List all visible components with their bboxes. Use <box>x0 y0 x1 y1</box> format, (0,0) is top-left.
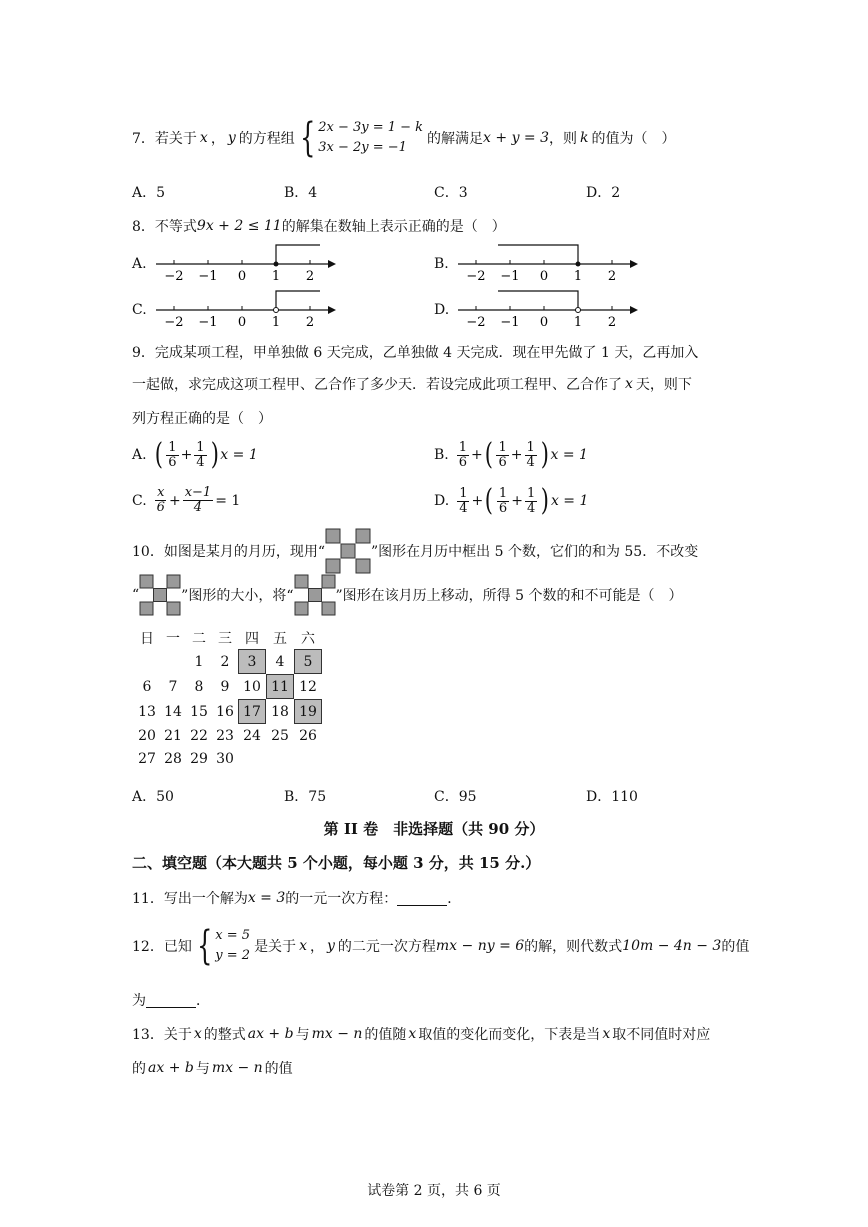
day-cell: 18 <box>271 703 289 720</box>
number-line-c <box>150 286 350 330</box>
q7-condition: x + y = 3 <box>483 130 550 146</box>
tick-label: 0 <box>237 269 247 284</box>
denominator: 6 <box>156 500 165 515</box>
tick-label: −2 <box>164 269 184 284</box>
q7-option-b: B．4 <box>284 185 318 201</box>
q13-mid2: 的值随 <box>364 1027 407 1043</box>
question-12 <box>132 923 750 969</box>
solution-system <box>192 923 251 969</box>
day-cell: 2 <box>220 653 230 670</box>
q9-label-d: D. <box>434 493 450 509</box>
tick-label: 2 <box>607 315 617 330</box>
q12-mid3: 的解，则代数式 <box>524 939 623 955</box>
var-k: k <box>580 130 589 146</box>
q9-option-d: D. $\frac{1}{4}$ + ( $\frac{1}{6}$ + $\frac{1}{4}$ ) x = 1 <box>434 483 589 518</box>
day-cell: 4 <box>275 653 285 670</box>
day-cell <box>238 747 266 770</box>
q11-post: 的一元一次方程： <box>285 891 398 907</box>
tick-label: 2 <box>305 269 315 284</box>
q11-end: ． <box>447 891 462 907</box>
equation-system <box>295 115 424 161</box>
q11-pre: 11．写出一个解为 <box>132 891 248 907</box>
q10-line1-post: ”图形在月历中框出 5 个数，它们的和为 55．不改变 <box>370 544 699 560</box>
q12-end: 的值 <box>721 939 750 955</box>
q12-line2 <box>132 990 210 1010</box>
q7-suffix: 的值为（ ） <box>591 131 676 147</box>
tick-label: −2 <box>466 269 486 284</box>
tick-label: 0 <box>539 269 549 284</box>
q7-sep: ， <box>210 131 225 147</box>
q13-line2-end: 的值 <box>264 1061 293 1077</box>
q8-stem-pre: 8．不等式 <box>132 219 197 235</box>
day-cell <box>134 649 160 674</box>
day-cell: 9 <box>220 678 230 695</box>
question-8-stem <box>132 216 506 236</box>
var-x: x <box>299 938 307 954</box>
day-cell: 8 <box>194 678 204 695</box>
q12-line2-text: 为 <box>132 993 146 1009</box>
weekday: 三 <box>218 630 232 647</box>
var-x: x <box>625 376 633 392</box>
tick-label: −2 <box>164 315 184 330</box>
calendar-week <box>134 649 322 674</box>
q9-label-b: B. <box>434 447 449 463</box>
denominator: 4 <box>526 500 536 516</box>
q11-eq: x = 3 <box>247 890 286 906</box>
day-cell: 28 <box>164 750 182 767</box>
q12-line2-end: ． <box>196 993 210 1009</box>
question-13 <box>132 1024 710 1044</box>
equation-1: 2x − 3y = 1 − k <box>318 120 424 135</box>
q10-option-a: A．50 <box>132 789 174 805</box>
day-cell: 21 <box>164 727 182 744</box>
q10-option-b: B．75 <box>284 789 327 805</box>
q12-mid2: 的二元一次方程 <box>337 939 436 955</box>
tick-label: 1 <box>573 269 583 284</box>
tick-label: −2 <box>466 315 486 330</box>
q10-line1 <box>132 528 698 574</box>
q7-prefix: 7．若关于 <box>132 131 197 147</box>
tick-label: −1 <box>198 315 218 330</box>
var-x: x <box>602 1026 611 1042</box>
day-cell: 27 <box>138 750 156 767</box>
day-cell: 20 <box>138 727 156 744</box>
day-cell: 10 <box>243 678 261 695</box>
day-cell: 30 <box>216 750 234 767</box>
day-cell <box>294 747 322 770</box>
q9-option-b: B. $\frac{1}{6}$ + ( $\frac{1}{6}$ + $\frac{1}{4}$ ) x = 1 <box>434 437 588 472</box>
question-11 <box>132 888 461 908</box>
denominator: 6 <box>498 500 508 516</box>
q9-label-a: A. <box>132 447 147 463</box>
q10-line2-c: ”图形在该月历上移动，所得 5 个数的和不可能是（ ） <box>335 588 683 604</box>
x-shape-icon <box>294 574 336 616</box>
day-cell: 7 <box>168 678 178 695</box>
tick-label: −1 <box>500 315 520 330</box>
day-cell-highlighted: 19 <box>294 699 322 724</box>
x-shape-icon <box>325 528 371 574</box>
page-footer: 试卷第 2 页，共 6 页 <box>367 1183 501 1199</box>
answer-blank[interactable] <box>397 891 447 906</box>
q9-a-rhs: x = 1 <box>220 447 258 463</box>
brace-icon: { <box>299 115 316 161</box>
weekday: 二 <box>192 630 206 647</box>
denominator: 4 <box>196 454 205 470</box>
q7-option-a: A．5 <box>132 185 166 201</box>
calendar-week <box>134 699 322 724</box>
day-cell-highlighted: 17 <box>238 699 266 724</box>
q10-line1-pre: 10．如图是某月的月历，现用“ <box>132 544 325 560</box>
q13-line2-pre: 的 <box>132 1061 146 1077</box>
q9-b-rhs: x = 1 <box>550 447 588 463</box>
denominator: 6 <box>168 454 177 470</box>
tick-label: 0 <box>237 315 247 330</box>
var-y: y <box>227 130 236 146</box>
q7-option-c: C．3 <box>434 185 468 201</box>
weekday: 日 <box>140 630 154 647</box>
q13-mid4: 取不同值时对应 <box>612 1027 711 1043</box>
q12-expression: 10m − 4n − 3 <box>622 938 722 954</box>
q13-mid: 的整式 <box>203 1027 246 1043</box>
section-title: 第 II 卷 非选择题（共 90 分） <box>323 820 545 838</box>
q8-label-b: B. <box>434 256 449 272</box>
denominator: 4 <box>459 500 468 516</box>
day-cell: 23 <box>216 727 234 744</box>
numerator: 1 <box>526 485 536 501</box>
calendar-week <box>134 747 322 770</box>
weekday: 四 <box>245 630 259 647</box>
numerator: 1 <box>498 485 508 501</box>
day-cell <box>160 649 186 674</box>
day-cell: 25 <box>271 727 289 744</box>
day-cell: 14 <box>164 703 182 720</box>
calendar-week <box>134 674 322 699</box>
q9-option-a: A. ( $\frac{1}{6}$ + $\frac{1}{4}$ ) x = 1 <box>132 437 258 472</box>
q9-line2-end: 天，则下 <box>635 377 692 393</box>
q9-line2-text: 一起做，求完成这项工程甲、乙合作了多少天．若设完成此项工程甲、乙合作了 <box>132 377 622 393</box>
numerator: 1 <box>526 439 535 455</box>
day-cell-highlighted: 11 <box>266 674 294 699</box>
day-cell: 26 <box>299 727 317 744</box>
q7-mid: 的方程组 <box>238 131 295 147</box>
tick-label: 2 <box>607 269 617 284</box>
numerator: 1 <box>196 439 205 455</box>
number-line-a <box>150 240 350 284</box>
q8-label-c: C. <box>132 302 147 318</box>
q8-label-d: D. <box>434 302 450 318</box>
q9-line3: 列方程正确的是（ ） <box>132 411 272 427</box>
q13-line2 <box>132 1058 293 1078</box>
day-cell-highlighted: 5 <box>294 649 322 674</box>
equation-2: 3x − 2y = −1 <box>318 140 407 155</box>
day-cell: 13 <box>138 703 156 720</box>
day-cell: 1 <box>194 653 204 670</box>
q10-option-c: C．95 <box>434 789 477 805</box>
q8-label-a: A. <box>132 256 147 272</box>
weekday: 一 <box>166 630 180 647</box>
tick-label: 1 <box>271 269 281 284</box>
answer-blank[interactable] <box>146 993 196 1008</box>
q9-label-c: C. <box>132 492 147 509</box>
numerator: x <box>157 485 165 500</box>
part-heading: 二、填空题（本大题共 5 个小题，每小题 3 分，共 15 分.） <box>132 854 541 872</box>
expr-mx-n: mx − n <box>311 1026 363 1042</box>
q10-option-d: D．110 <box>586 789 638 805</box>
calendar <box>134 626 322 770</box>
numerator: 1 <box>459 485 468 501</box>
weekday: 五 <box>273 630 287 647</box>
number-line-d <box>452 286 652 330</box>
solution-x: x = 5 <box>215 928 251 943</box>
numerator: 1 <box>168 439 177 455</box>
q12-pre: 12．已知 <box>132 939 192 955</box>
calendar-header <box>134 626 322 649</box>
q13-pre: 13．关于 <box>132 1027 192 1043</box>
q9-d-rhs: x = 1 <box>550 493 589 509</box>
q13-and: 与 <box>195 1061 210 1077</box>
day-cell-highlighted: 3 <box>238 649 266 674</box>
q9-line2 <box>132 374 692 394</box>
q9-option-c: C. $\frac{x}{6}$ + $\frac{x-1}{4}$ = 1 <box>132 485 241 515</box>
q9-c-rhs: = 1 <box>215 492 241 509</box>
q13-and: 与 <box>295 1027 310 1043</box>
var-x: x <box>193 1026 202 1042</box>
q10-line2-a: “ <box>132 587 140 603</box>
day-cell <box>266 747 294 770</box>
tick-label: 0 <box>539 315 549 330</box>
q12-equation: mx − ny = 6 <box>435 938 525 954</box>
x-shape-icon <box>139 574 181 616</box>
q8-inequality: 9x + 2 ≤ 11 <box>196 218 282 234</box>
tick-label: −1 <box>500 269 520 284</box>
expr-ax-b: ax + b <box>148 1060 194 1076</box>
q10-line2 <box>132 574 682 616</box>
brace-icon: { <box>196 923 213 969</box>
tick-label: 2 <box>305 315 315 330</box>
day-cell: 16 <box>216 703 234 720</box>
calendar-week <box>134 724 322 747</box>
day-cell: 29 <box>190 750 208 767</box>
tick-label: 1 <box>271 315 281 330</box>
denominator: 4 <box>526 454 535 470</box>
question-7-stem <box>132 115 676 161</box>
day-cell: 22 <box>190 727 208 744</box>
weekday: 六 <box>301 630 315 647</box>
denominator: 6 <box>458 454 468 470</box>
tick-label: −1 <box>198 269 218 284</box>
number-line-b <box>452 240 652 284</box>
numerator: x−1 <box>184 485 212 500</box>
day-cell: 6 <box>142 678 152 695</box>
q10-line2-b: ”图形的大小，将“ <box>181 588 294 604</box>
denominator: 4 <box>193 500 203 515</box>
day-cell: 15 <box>190 703 208 720</box>
var-x: x <box>408 1026 417 1042</box>
tick-label: 1 <box>573 315 583 330</box>
q8-stem-post: 的解集在数轴上表示正确的是（ ） <box>281 219 506 235</box>
var-y: y <box>326 938 335 954</box>
q12-sep: ， <box>309 939 324 955</box>
q7-option-d: D．2 <box>586 185 621 201</box>
day-cell: 12 <box>299 678 317 695</box>
q12-mid: 是关于 <box>254 939 297 955</box>
numerator: 1 <box>458 439 468 455</box>
q13-mid3: 取值的变化而变化，下表是当 <box>418 1027 601 1043</box>
expr-ax-b: ax + b <box>247 1026 294 1042</box>
q7-cond-pre: 的解满足 <box>427 131 484 147</box>
q9-line1: 9．完成某项工程，甲单独做 6 天完成，乙单独做 4 天完成．现在甲先做了 1 天，乙再加入 <box>132 345 699 361</box>
numerator: 1 <box>498 439 507 455</box>
day-cell: 24 <box>243 727 261 744</box>
denominator: 6 <box>498 454 507 470</box>
expr-mx-n: mx − n <box>211 1060 263 1076</box>
q7-suffix-pre: ，则 <box>549 131 578 147</box>
solution-y: y = 2 <box>215 948 251 963</box>
var-x: x <box>199 130 208 146</box>
